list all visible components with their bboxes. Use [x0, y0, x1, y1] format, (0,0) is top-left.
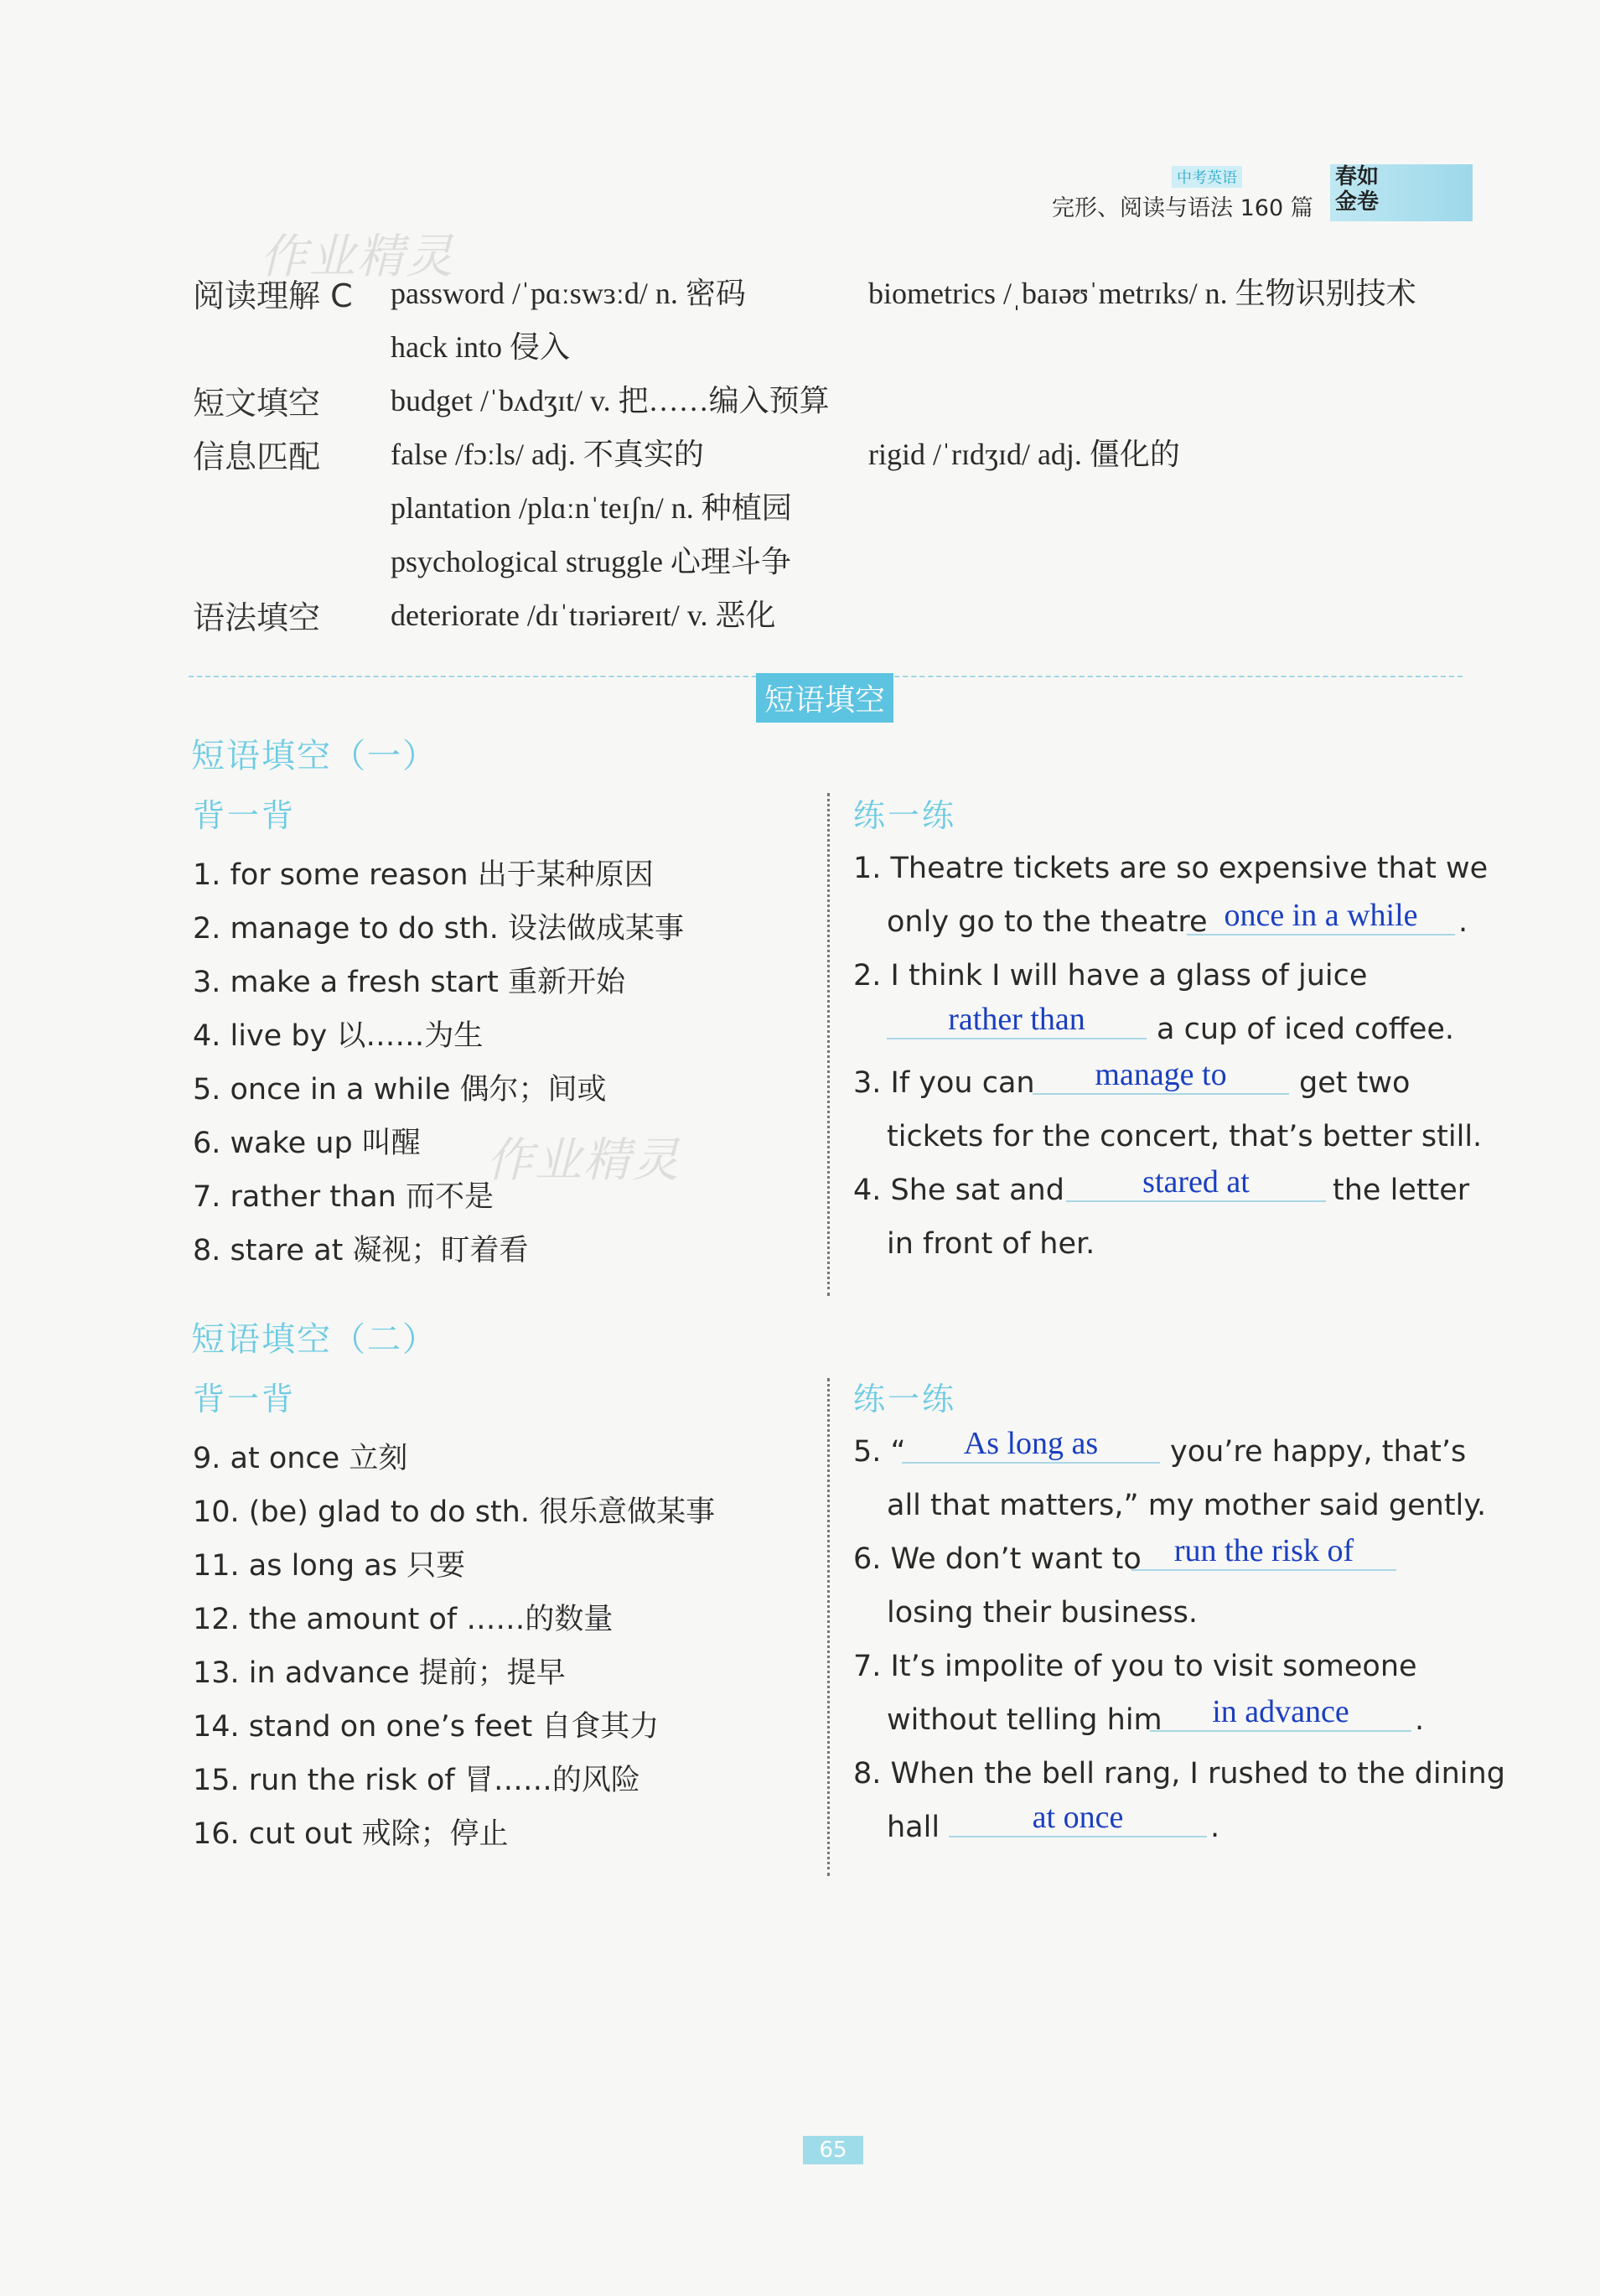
exercise-text: .	[1210, 1811, 1220, 1844]
vocab-entry: biometrics /ˌbaɪəʊˈmetrɪks/ n. 生物识别技术	[868, 277, 1416, 310]
answer-blank[interactable]: run the risk of	[1131, 1532, 1396, 1571]
exercise-text: 1. Theatre tickets are so expensive that we	[853, 852, 1489, 885]
vocab-category: 信息匹配	[193, 438, 321, 475]
exercise-text: 8. When the bell rang, I rushed to the dining	[853, 1757, 1505, 1791]
vocab-entry: psychological struggle 心理斗争	[391, 545, 791, 578]
exercise-text: the letter	[1333, 1174, 1470, 1207]
phrase-item: 10. (be) glad to do sth. 很乐意做某事	[193, 1495, 716, 1529]
column-divider	[827, 793, 830, 1296]
watermark-top: 作业精灵	[260, 230, 454, 284]
vocab-entry: rigid /ˈrɪdʒɪd/ adj. 僵化的	[868, 438, 1180, 471]
vocab-entry: password /ˈpɑːswɜːd/ n. 密码	[391, 277, 746, 310]
exercise-text: you’re happy, that’s	[1170, 1435, 1467, 1469]
section1-memorize-title: 背一背	[193, 797, 297, 834]
exercise-text: 2. I think I will have a glass of juice	[853, 959, 1368, 993]
answer-blank[interactable]: at once	[949, 1799, 1207, 1837]
phrase-item: 5. once in a while 偶尔；间或	[193, 1073, 607, 1107]
exercise-text: without telling him	[887, 1703, 1162, 1737]
header-series: 完形、阅读与语法 160 篇	[1052, 195, 1313, 221]
section1-title: 短语填空（一）	[191, 737, 438, 775]
section2-title: 短语填空（二）	[191, 1320, 438, 1359]
exercise-text: all that matters,” my mother said gently.	[887, 1489, 1487, 1522]
answer-blank[interactable]: in advance	[1150, 1693, 1411, 1732]
vocab-entry: deteriorate /dɪˈtɪəriəreɪt/ v. 恶化	[391, 599, 776, 632]
exercise-text: 7. It’s impolite of you to visit someone	[853, 1650, 1417, 1683]
phrase-item: 14. stand on one’s feet 自食其力	[193, 1710, 660, 1744]
exercise-text: in front of her.	[887, 1227, 1095, 1261]
section-banner: 短语填空	[756, 673, 893, 723]
phrase-item: 15. run the risk of 冒……的风险	[193, 1764, 640, 1797]
phrase-item: 6. wake up 叫醒	[193, 1127, 421, 1160]
exercise-text: losing their business.	[887, 1596, 1198, 1630]
phrase-item: 3. make a fresh start 重新开始	[193, 966, 625, 999]
exercise-text: only go to the theatre	[887, 905, 1208, 939]
exercise-text: a cup of iced coffee.	[1157, 1013, 1455, 1046]
vocab-category: 语法填空	[193, 599, 321, 636]
phrase-item: 12. the amount of ……的数量	[193, 1603, 614, 1636]
exercise-text: tickets for the concert, that’s better still.	[887, 1120, 1483, 1153]
column-divider	[827, 1378, 830, 1876]
answer-blank[interactable]: stared at	[1066, 1164, 1326, 1202]
section1-practice-title: 练一练	[853, 797, 957, 834]
brand-top: 春如	[1335, 164, 1380, 189]
section2-memorize-title: 背一背	[193, 1381, 297, 1418]
phrase-item: 1. for some reason 出于某种原因	[193, 858, 654, 892]
phrase-item: 11. as long as 只要	[193, 1549, 466, 1583]
page-number: 65	[803, 2136, 863, 2164]
section2-practice-title: 练一练	[853, 1381, 957, 1418]
vocab-category: 阅读理解 C	[193, 277, 353, 314]
answer-blank[interactable]: As long as	[902, 1425, 1160, 1464]
exercise-text: .	[1415, 1703, 1425, 1737]
exercise-text: .	[1458, 905, 1468, 939]
phrase-item: 7. rather than 而不是	[193, 1180, 494, 1214]
answer-blank[interactable]: rather than	[887, 1001, 1147, 1039]
phrase-item: 8. stare at 凝视；盯着看	[193, 1234, 529, 1267]
phrase-item: 9. at once 立刻	[193, 1442, 408, 1475]
exercise-text: get two	[1299, 1066, 1411, 1100]
phrase-item: 13. in advance 提前；提早	[193, 1656, 566, 1690]
phrase-item: 16. cut out 戒除；停止	[193, 1817, 509, 1851]
watermark-middle: 作业精灵	[486, 1133, 681, 1188]
header-tag: 中考英语	[1172, 166, 1242, 188]
exercise-text: 6. We don’t want to	[853, 1542, 1142, 1576]
vocab-category: 短文填空	[193, 385, 321, 422]
vocab-entry: budget /ˈbʌdʒɪt/ v. 把……编入预算	[391, 384, 830, 417]
vocab-entry: plantation /plɑːnˈteɪʃn/ n. 种植园	[391, 491, 792, 525]
exercise-text: hall	[887, 1811, 940, 1844]
brand-bottom: 金卷	[1335, 189, 1380, 215]
brand-logo	[1330, 164, 1473, 221]
exercise-text: 5. “	[853, 1435, 906, 1469]
answer-blank[interactable]: manage to	[1033, 1056, 1289, 1095]
vocab-entry: false /fɔːls/ adj. 不真实的	[391, 438, 704, 471]
vocab-entry: hack into 侵入	[391, 330, 570, 364]
phrase-item: 2. manage to do sth. 设法做成某事	[193, 912, 684, 946]
exercise-text: 4. She sat and	[853, 1174, 1064, 1207]
phrase-item: 4. live by 以……为生	[193, 1019, 484, 1053]
answer-blank[interactable]: once in a while	[1187, 897, 1455, 936]
exercise-text: 3. If you can	[853, 1066, 1035, 1100]
